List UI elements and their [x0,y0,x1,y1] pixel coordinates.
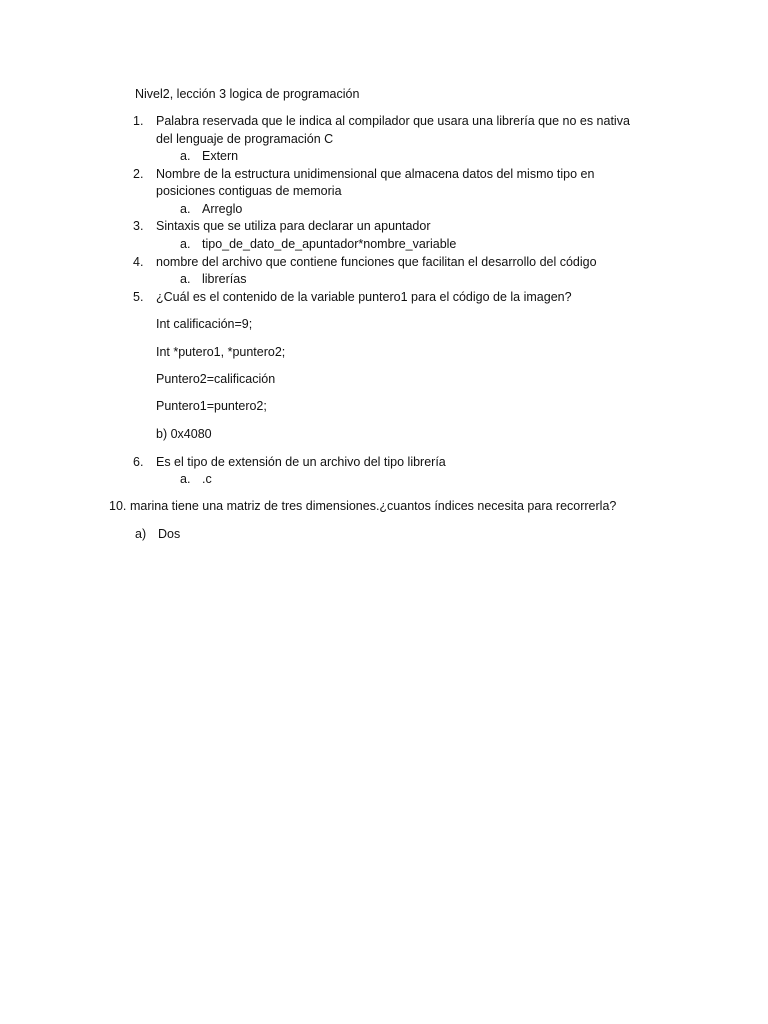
answer-marker: a. [180,202,191,216]
answer-text: .c [202,472,212,486]
answer-text: Dos [158,527,181,541]
answer-text: librerías [202,272,247,286]
answer-text: b) 0x4080 [156,427,212,441]
question-text: del lenguaje de programación C [156,132,334,146]
answer-text: Extern [202,149,239,163]
question-text: posiciones contiguas de memoria [156,184,342,198]
answer-marker: a. [180,149,191,163]
code-line: Int calificación=9; [156,317,253,331]
code-line: Puntero1=puntero2; [156,399,267,413]
question-number: 2. [133,167,144,181]
answer-marker: a) [135,527,147,541]
question-text: ¿Cuál es el contenido de la variable puntero1 para el código de la imagen? [156,290,572,304]
answer-text: tipo_de_dato_de_apuntador*nombre_variable [202,237,457,251]
question-text: Es el tipo de extensión de un archivo del tipo librería [156,455,446,469]
question-number: 5. [133,290,144,304]
question-text: nombre del archivo que contiene funciones que facilitan el desarrollo del código [156,255,597,269]
document-title: Nivel2, lección 3 logica de programación [135,87,360,101]
code-line: Int *putero1, *puntero2; [156,345,286,359]
code-line: Puntero2=calificación [156,372,276,386]
question-number: 10. [109,499,127,513]
question-text: Sintaxis que se utiliza para declarar un apuntador [156,219,431,233]
question-number: 4. [133,255,144,269]
question-number: 1. [133,114,144,128]
question-number: 6. [133,455,144,469]
question-text: Nombre de la estructura unidimensional que almacena datos del mismo tipo en [156,167,595,181]
answer-marker: a. [180,272,191,286]
question-text: Palabra reservada que le indica al compilador que usara una librería que no es nativa [156,114,630,128]
answer-marker: a. [180,237,191,251]
answer-text: Arreglo [202,202,243,216]
question-number: 3. [133,219,144,233]
question-text: marina tiene una matriz de tres dimensiones.¿cuantos índices necesita para recorrerla? [130,499,617,513]
answer-marker: a. [180,472,191,486]
